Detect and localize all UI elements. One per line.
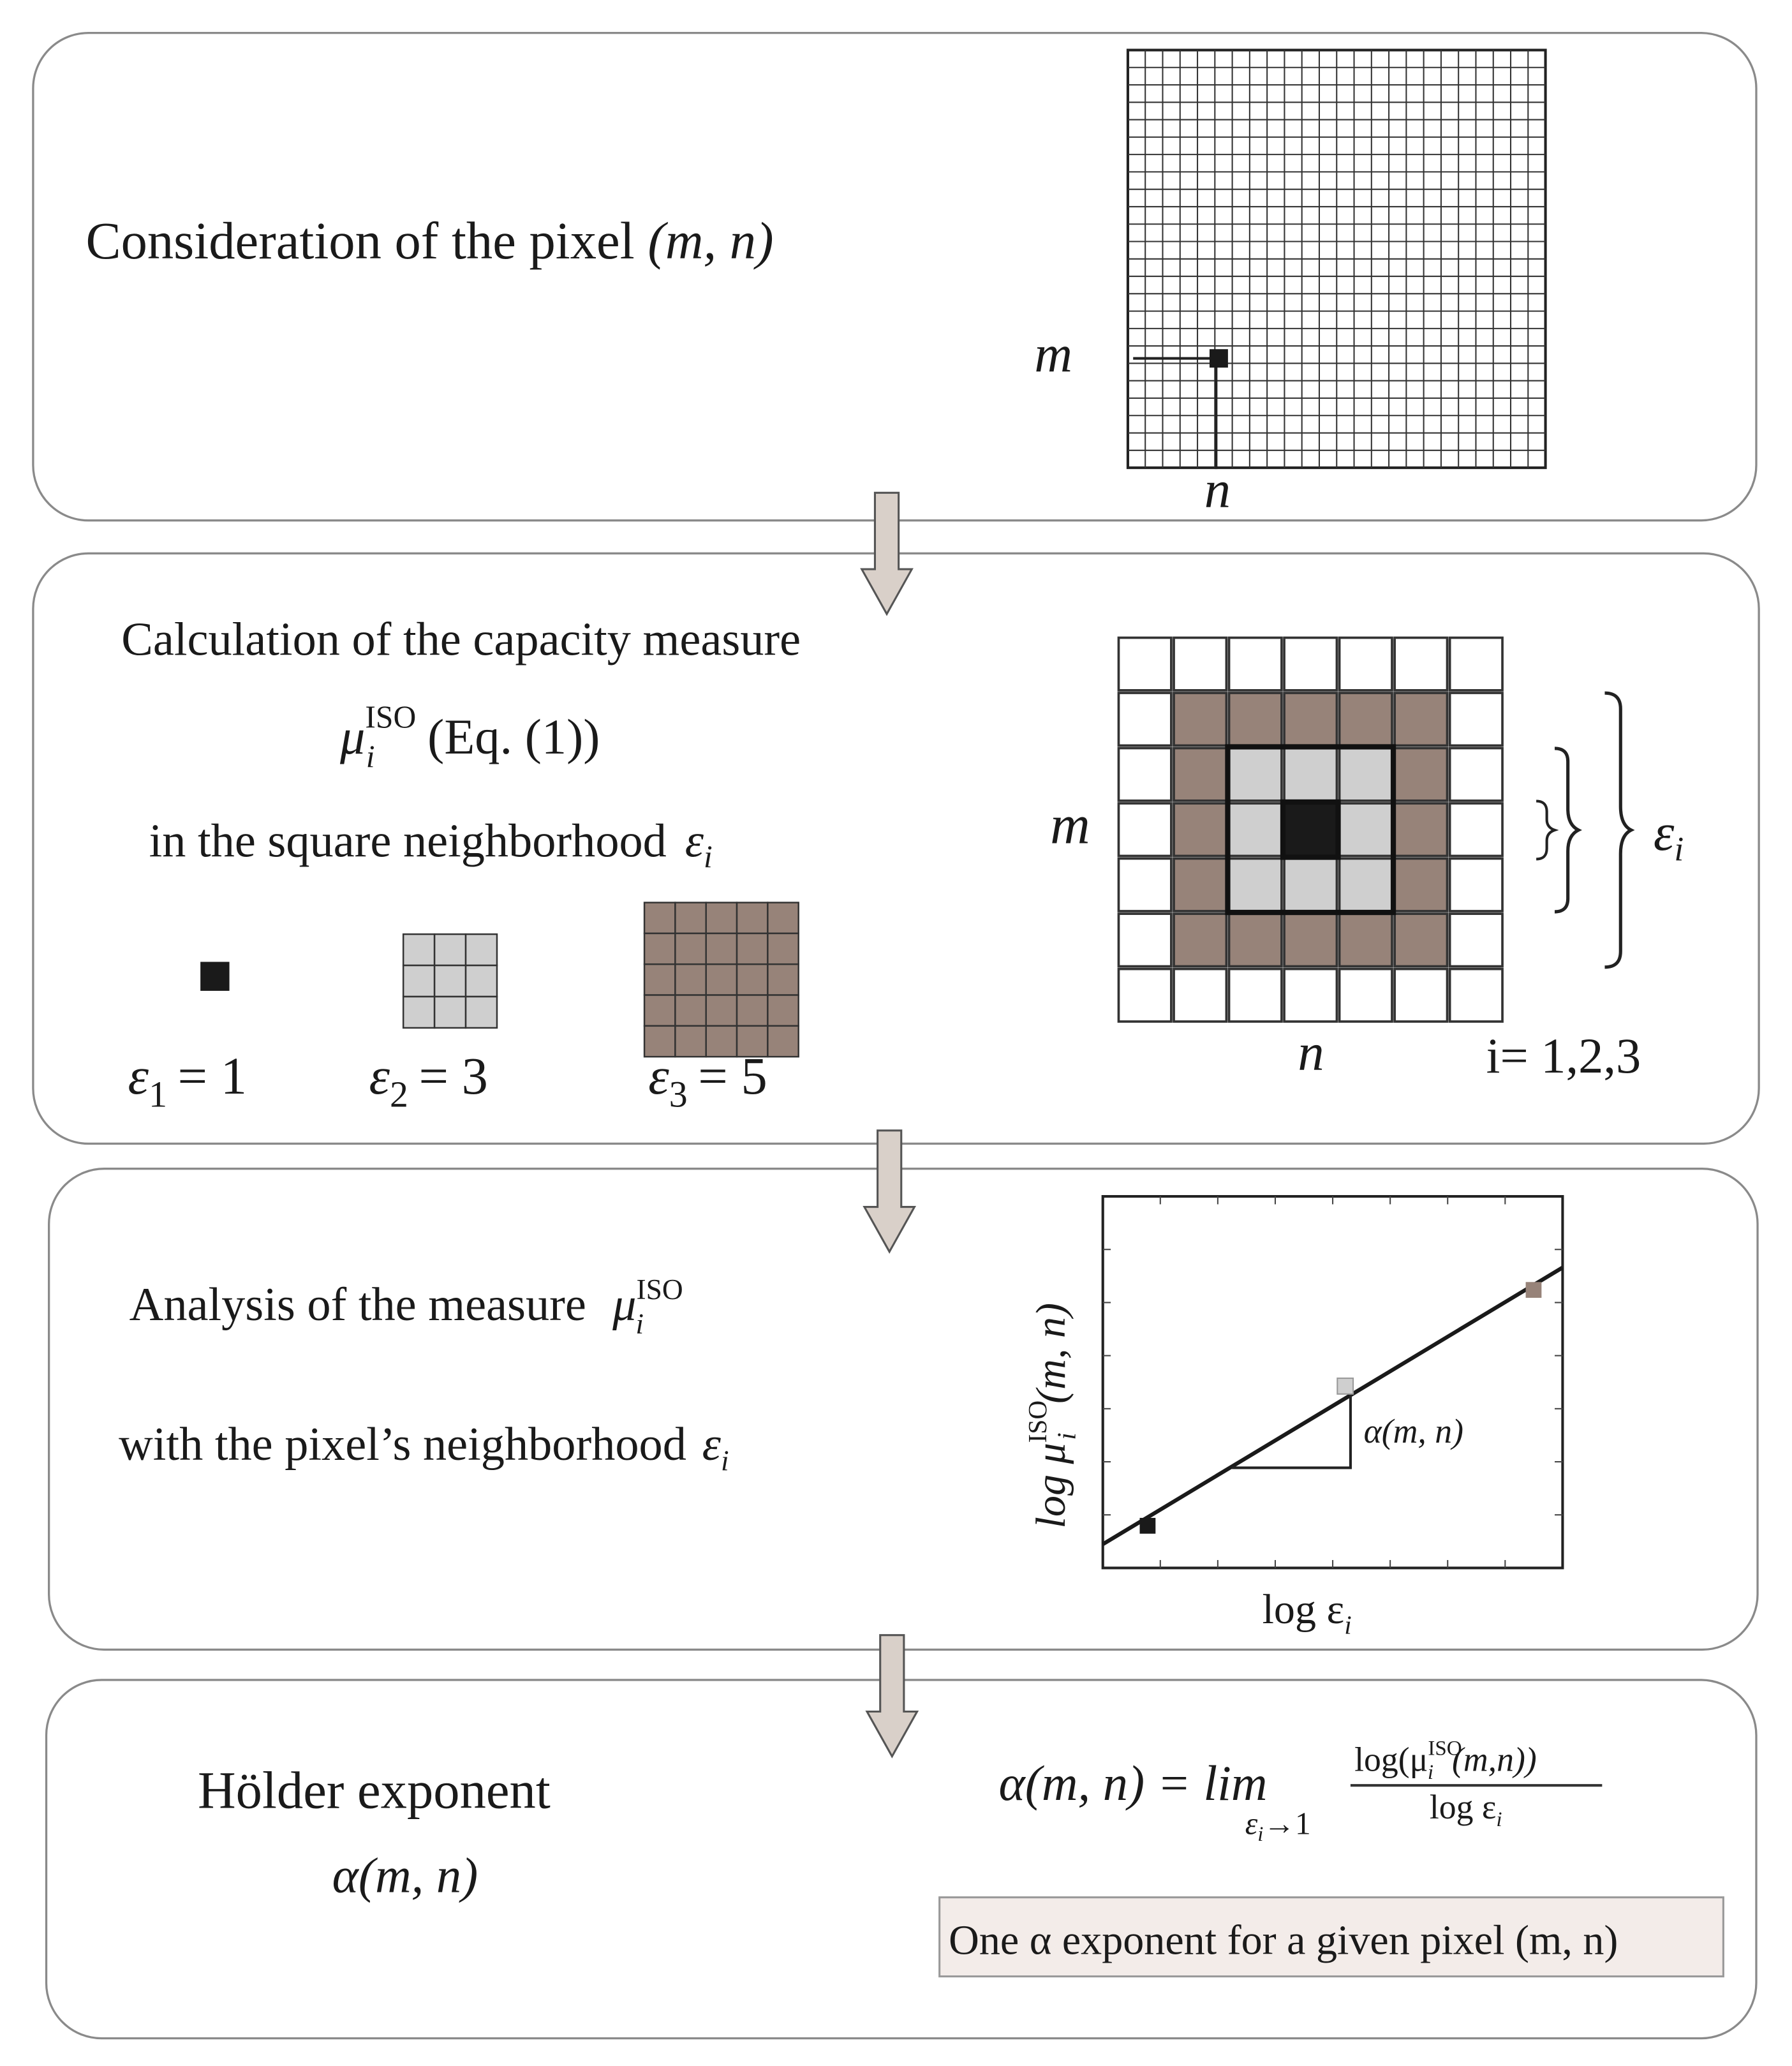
- holder-subtitle: α(m, n): [332, 1847, 478, 1903]
- formula-denominator: [1430, 1788, 1502, 1831]
- grid-cell: [1450, 693, 1502, 745]
- capacity-title: Calculation of the capacity measure: [121, 613, 801, 666]
- grid-cell: [1450, 803, 1502, 856]
- grid-cell: [1174, 914, 1226, 966]
- cell: [434, 965, 466, 997]
- xlabel-sub: i: [1344, 1610, 1352, 1640]
- cell: [706, 903, 737, 933]
- grid-cell: [1395, 914, 1447, 966]
- cell: [403, 997, 434, 1028]
- cell: [675, 903, 706, 933]
- den-text: log ε: [1429, 1787, 1497, 1826]
- grid-cell: [1395, 637, 1447, 690]
- mu-symbol: μ: [340, 709, 366, 765]
- neighborhood-size-3: [403, 934, 497, 1028]
- holder-title: Hölder exponent: [198, 1760, 551, 1820]
- grid-cell: [1118, 803, 1171, 856]
- brace-eps-sub: i: [1674, 829, 1684, 868]
- eps-symbol: ε: [685, 815, 704, 868]
- cell: [675, 933, 706, 964]
- grid-cell: [1450, 914, 1502, 966]
- panel1-title: [85, 211, 773, 270]
- brace-eps: ε: [1653, 802, 1675, 861]
- den-sub: i: [1496, 1808, 1502, 1832]
- selected-pixel: [1210, 349, 1228, 368]
- eq-reference: (Eq. (1)): [427, 709, 600, 765]
- grid-cell: [1229, 748, 1282, 801]
- grid-cell: [1174, 969, 1226, 1022]
- size-value: = 5: [698, 1046, 767, 1105]
- grid-cell: [1395, 803, 1447, 856]
- num-sup: ISO: [1428, 1737, 1462, 1760]
- cell: [403, 934, 434, 965]
- grid-cell: [1118, 637, 1171, 690]
- ylabel-sub: i: [1051, 1432, 1081, 1440]
- size-sub: 2: [390, 1073, 408, 1115]
- neighborhood-size-1: [200, 962, 229, 990]
- grid-cell: [1118, 748, 1171, 801]
- ylabel-sup: ISO: [1022, 1400, 1052, 1443]
- lim-eps-sub: i: [1257, 1822, 1264, 1846]
- size-sub: 3: [669, 1073, 688, 1115]
- neighborhood-line: [149, 815, 713, 874]
- grid-cell: [1118, 914, 1171, 966]
- cell: [644, 995, 675, 1026]
- grid-cell: [1450, 748, 1502, 801]
- grid-cell: [1118, 693, 1171, 745]
- neighborhood-text: in the square neighborhood: [149, 815, 667, 868]
- size-label-3: [648, 1046, 767, 1115]
- size-label-1: [128, 1046, 248, 1115]
- grid-cell: [1450, 969, 1502, 1022]
- grid-cell: [1229, 914, 1282, 966]
- note-text: One α exponent for a given pixel (m, n): [949, 1917, 1618, 1964]
- grid-cell: [1340, 914, 1392, 966]
- grid-cell: [1284, 748, 1337, 801]
- cell: [706, 995, 737, 1026]
- grid-cell: [1229, 637, 1282, 690]
- grid-cell: [1174, 693, 1226, 745]
- mu-sub: i: [366, 738, 375, 774]
- mu-symbol: μ: [612, 1279, 637, 1332]
- index-label: i= 1,2,3: [1486, 1027, 1641, 1083]
- grid-cell: [1118, 969, 1171, 1022]
- mu-sup: ISO: [365, 699, 417, 734]
- ylabel-pre: log μ: [1027, 1443, 1074, 1529]
- cell: [675, 995, 706, 1026]
- size-sym: ε: [648, 1046, 669, 1105]
- eps-symbol: ε: [702, 1418, 721, 1471]
- grid-cell: [1395, 969, 1447, 1022]
- holder-formula-lhs: [999, 1755, 1268, 1811]
- eps-sub: i: [720, 1445, 729, 1477]
- point-eps1: [1140, 1518, 1156, 1534]
- grid-cell: [1284, 859, 1337, 911]
- cell: [767, 995, 798, 1026]
- grid-cell: [1229, 859, 1282, 911]
- cell: [737, 903, 767, 933]
- size-label-2: [369, 1046, 488, 1115]
- grid-cell: [1450, 637, 1502, 690]
- grid-cell: [1340, 969, 1392, 1022]
- cell: [644, 903, 675, 933]
- grid-cell: [1395, 859, 1447, 911]
- plot-frame: [1103, 1196, 1563, 1568]
- eps-sub: i: [704, 838, 713, 874]
- size-sym: ε: [369, 1046, 390, 1105]
- grid-cell: [1284, 969, 1337, 1022]
- cell: [737, 995, 767, 1026]
- cell: [434, 997, 466, 1028]
- size-value: = 3: [418, 1046, 488, 1105]
- slope-label: α(m, n): [1363, 1412, 1463, 1451]
- analysis-line2: [119, 1418, 729, 1477]
- grid-cell: [1229, 969, 1282, 1022]
- lim-tail: →1: [1263, 1806, 1311, 1841]
- grid-cell: [1174, 803, 1226, 856]
- num-post: (m,n)): [1452, 1740, 1537, 1779]
- grid-cell: [1229, 693, 1282, 745]
- cell: [403, 965, 434, 997]
- grid-label-m: m: [1050, 794, 1090, 856]
- grid-cell: [1395, 693, 1447, 745]
- grid-cell: [1450, 859, 1502, 911]
- neighborhood-grid: [1118, 637, 1502, 1022]
- grid-cell: [1395, 748, 1447, 801]
- grid-cell: [1340, 637, 1392, 690]
- cell: [434, 934, 466, 965]
- point-eps3: [1526, 1282, 1542, 1298]
- cell: [644, 933, 675, 964]
- grid-cell: [1284, 693, 1337, 745]
- cell: [767, 964, 798, 995]
- num-sub: i: [1427, 1760, 1434, 1784]
- cell: [466, 997, 497, 1028]
- grid-cell: [1284, 914, 1337, 966]
- cell: [737, 933, 767, 964]
- grid-cell: [1340, 693, 1392, 745]
- mu-sup: ISO: [636, 1274, 683, 1306]
- size-sub: 1: [149, 1073, 168, 1115]
- lim-eps: ε: [1245, 1806, 1258, 1841]
- mu-sub: i: [635, 1307, 644, 1340]
- grid-cell: [1340, 859, 1392, 911]
- grid-cell: [1118, 859, 1171, 911]
- grid-cell: [1174, 859, 1226, 911]
- size-value: = 1: [177, 1046, 248, 1105]
- cell: [767, 933, 798, 964]
- cell: [706, 933, 737, 964]
- cell: [644, 964, 675, 995]
- cell: [767, 903, 798, 933]
- grid-label-n: n: [1298, 1022, 1324, 1081]
- image-pixel-grid: [1128, 50, 1546, 469]
- cell: [466, 965, 497, 997]
- panel1-title-math: (m, n): [648, 211, 774, 270]
- formula-lhs: α(m, n) = lim: [998, 1755, 1268, 1811]
- grid-cell: [1284, 803, 1337, 856]
- cell: [466, 934, 497, 965]
- size-sym: ε: [128, 1046, 149, 1105]
- row-label-m: m: [1034, 324, 1072, 383]
- plot-xlabel: [1263, 1586, 1352, 1640]
- analysis-text-2: with the pixel’s neighborhood: [119, 1418, 686, 1471]
- formula-lim-sub: [1245, 1806, 1311, 1846]
- cell: [767, 1026, 798, 1057]
- xlabel-text: log ε: [1262, 1586, 1345, 1633]
- panel1-title-text: Consideration of the pixel: [85, 211, 635, 270]
- grid-cell: [1284, 637, 1337, 690]
- cell: [706, 964, 737, 995]
- cell: [737, 964, 767, 995]
- point-eps2: [1337, 1378, 1353, 1394]
- analysis-text: Analysis of the measure: [129, 1279, 586, 1332]
- grid-cell: [1174, 748, 1226, 801]
- grid-cell: [1174, 637, 1226, 690]
- grid-cell: [1229, 803, 1282, 856]
- ylabel-post: (m, n): [1027, 1303, 1074, 1404]
- neighborhood-size-5: [644, 903, 799, 1057]
- cell: [675, 964, 706, 995]
- num-pre: log(μ: [1354, 1740, 1428, 1779]
- grid-cell: [1340, 748, 1392, 801]
- col-label-n: n: [1204, 460, 1231, 519]
- grid-cell: [1340, 803, 1392, 856]
